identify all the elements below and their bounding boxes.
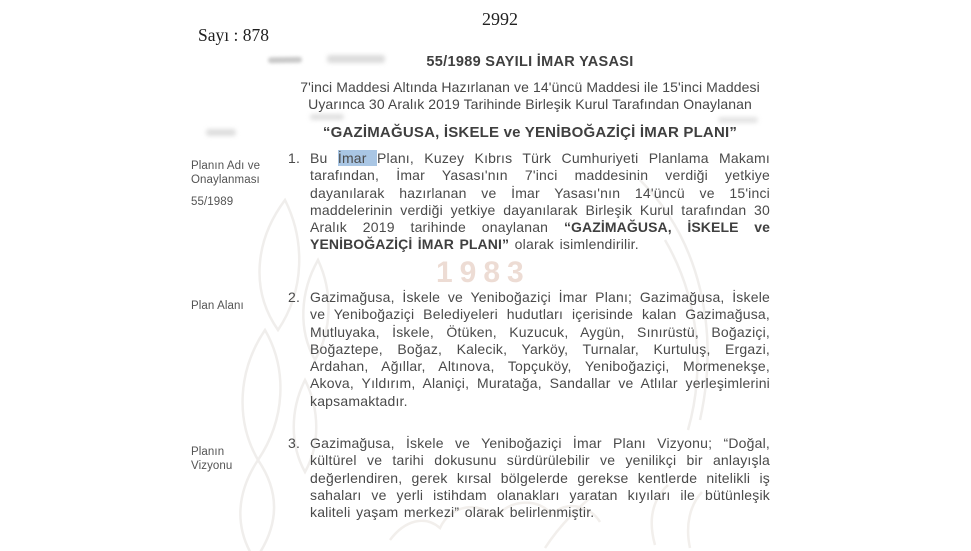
- paragraph-2[interactable]: [288, 289, 770, 410]
- plan-title: “GAZİMAĞUSA, İSKELE ve YENİBOĞAZİÇİ İMAR PLANI”: [322, 124, 738, 141]
- issue-number: Sayı : 878: [198, 25, 269, 45]
- paragraph-number: 3.: [288, 435, 301, 451]
- text-segment: Planı, Kuzey Kıbrıs Türk Cumhuriyeti Planlama Makamı tarafından, İmar Yasası'nın 7'inci maddesinin verdiği yetkiye dayanılarak hazırlanan ve İmar Yasası'nın 14'üncü ve 15'inci maddelerinin verdiği yetkiye dayanılarak Birleşik Kurul tarafından 30 Aralık 2019 tarihinde onaylanan: [310, 150, 770, 236]
- scan-artifact: [718, 117, 758, 123]
- reference-number: 55/1989: [191, 196, 234, 208]
- subtitle-line-2: Uyarınca 30 Aralık 2019 Tarihinde Birleşik Kurul Tarafından Onaylanan: [308, 96, 752, 113]
- watermark-year: 1983: [436, 256, 531, 289]
- subtitle-line-1: 7'inci Maddesi Altında Hazırlanan ve 14'üncü Maddesi ile 15'inci Maddesi: [300, 79, 760, 95]
- subtitle: [258, 79, 802, 114]
- text-segment: Gazimağusa, İskele ve Yeniboğaziçi İmar Planı; Gazimağusa, İskele ve Yeniboğaziçi Belediyeleri hudutları içerisinde kalan Gazimağusa, Mutluyaka, İskele, Ötüken, Kuzucuk, Aygün, Sınırüstü, Boğaziçi, Boğaztepe, Boğaz, Kalecik, Yarköy, Turnalar, Kurtuluş, Ergazi, Ardahan, Ağıllar, Altınova, Topçuköy, Yeniboğaziçi, Mormenekşe, Akova, Yıldırım, Alaniçi, Muratağa, Sandallar ve Atlılar yerleşimlerini kapsamaktadır.: [310, 289, 770, 409]
- scan-artifact: [310, 114, 344, 120]
- law-title: 55/1989 SAYILI İMAR YASASI: [426, 54, 634, 70]
- margin-label-plan-vision: Planın Vizyonu: [191, 446, 233, 472]
- paragraph-number: 1.: [288, 150, 301, 166]
- text-segment: Gazimağusa, İskele ve Yeniboğaziçi İmar Planı Vizyonu; “Doğal, kültürel ve tarihi dokusunu sürdürülebilir ve yenilikçi bir anlayışla değerlendiren, gerek kırsal bölgelerde gerekse kentlerde nitelikli iş sahaları ve yerli istihdam olanakları yaratan kıyıları ile bütünleşik kaliteli yaşam merkezi” olarak belirlenmiştir.: [310, 435, 770, 521]
- paragraph-number: 2.: [288, 289, 301, 305]
- margin-label-plan-name: Planın Adı ve Onaylanması: [191, 160, 261, 186]
- text-segment: Bu: [310, 150, 338, 166]
- paragraph-3[interactable]: [288, 435, 770, 521]
- paragraph-text[interactable]: [310, 150, 770, 254]
- scan-artifact: [206, 129, 236, 136]
- text-segment: “GAZİMAĞUSA, İSKELE ve YENİBOĞAZİÇİ İMAR PLANI”: [310, 219, 770, 253]
- text-segment: olarak isimlendirilir.: [509, 236, 639, 253]
- paragraph-text[interactable]: [310, 435, 770, 521]
- paragraph-text[interactable]: [310, 289, 770, 410]
- selected-text[interactable]: İmar: [337, 150, 377, 166]
- margin-label-plan-area: Plan Alanı: [191, 300, 244, 312]
- page-number: 2992: [482, 9, 518, 29]
- paragraph-1[interactable]: [288, 150, 770, 254]
